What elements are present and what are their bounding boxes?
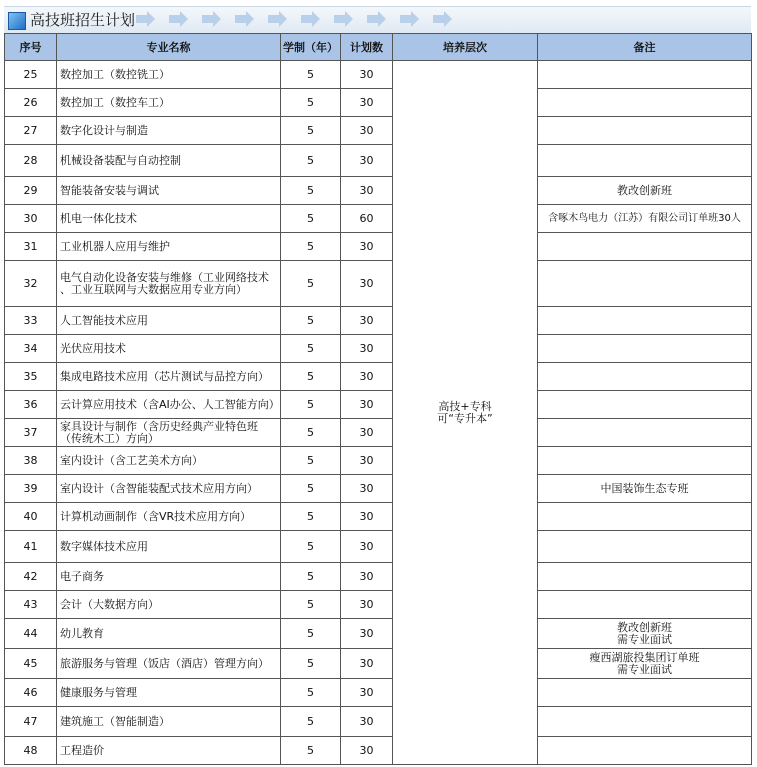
cell-note [538, 363, 752, 391]
cell-note [538, 117, 752, 145]
cell-years: 5 [281, 335, 341, 363]
header-quota: 计划数 [341, 34, 393, 61]
header-note: 备注 [538, 34, 752, 61]
cell-quota: 60 [341, 205, 393, 233]
cell-years: 5 [281, 233, 341, 261]
arrow-right-icon [266, 10, 288, 28]
cell-index: 47 [5, 707, 57, 737]
cell-quota: 30 [341, 117, 393, 145]
table-row [5, 591, 752, 619]
cell-quota: 30 [341, 307, 393, 335]
cell-note [538, 649, 752, 679]
cell-years: 5 [281, 419, 341, 447]
table-row [5, 679, 752, 707]
note-line-2: 需专业面试 [617, 662, 672, 676]
arrow-right-icon [233, 10, 255, 28]
cell-note: 中国装饰生态专班 [538, 475, 752, 503]
cell-note [538, 619, 752, 649]
note-line-1: 教改创新班 [617, 620, 672, 634]
cell-name: 会计（大数据方向） [57, 591, 281, 619]
cell-years: 5 [281, 261, 341, 307]
cell-note [538, 261, 752, 307]
cell-name: 工程造价 [57, 737, 281, 765]
cell-note [538, 591, 752, 619]
table-row [5, 649, 752, 679]
cell-quota: 30 [341, 261, 393, 307]
header-index: 序号 [5, 34, 57, 61]
cell-name: 智能装备安装与调试 [57, 177, 281, 205]
table-row [5, 307, 752, 335]
arrow-right-icon [398, 10, 420, 28]
cell-name: 电子商务 [57, 563, 281, 591]
note-line-1: 瘦西湖旅投集团订单班 [589, 650, 700, 664]
table-row [5, 205, 752, 233]
cell-quota: 30 [341, 619, 393, 649]
cell-note [538, 447, 752, 475]
cell-quota: 30 [341, 531, 393, 563]
cell-note [538, 503, 752, 531]
table-row [5, 145, 752, 177]
cell-years: 5 [281, 679, 341, 707]
cell-note [538, 61, 752, 89]
table-row [5, 737, 752, 765]
table-header-row [5, 34, 752, 61]
cell-quota: 30 [341, 391, 393, 419]
table-row [5, 707, 752, 737]
arrow-right-icon [431, 10, 453, 28]
cell-quota: 30 [341, 89, 393, 117]
cell-index: 28 [5, 145, 57, 177]
cell-index: 32 [5, 261, 57, 307]
cell-index: 31 [5, 233, 57, 261]
cell-years: 5 [281, 391, 341, 419]
cell-note [538, 233, 752, 261]
table-row [5, 447, 752, 475]
cell-name: 旅游服务与管理（饭店（酒店）管理方向） [57, 649, 281, 679]
page-title: 高技班招生计划 [30, 11, 136, 29]
cell-years: 5 [281, 205, 341, 233]
cell-name: 工业机器人应用与维护 [57, 233, 281, 261]
table-row [5, 261, 752, 307]
cell-name [57, 419, 281, 447]
cell-note [538, 679, 752, 707]
cell-note [538, 335, 752, 363]
cell-name: 室内设计（含智能装配式技术应用方向） [57, 475, 281, 503]
cell-name: 集成电路技术应用（芯片测试与品控方向） [57, 363, 281, 391]
cell-quota: 30 [341, 363, 393, 391]
cell-note [538, 737, 752, 765]
cell-quota: 30 [341, 707, 393, 737]
cell-years: 5 [281, 89, 341, 117]
cell-note [538, 391, 752, 419]
cell-years: 5 [281, 447, 341, 475]
cell-quota: 30 [341, 737, 393, 765]
cell-name: 计算机动画制作（含VR技术应用方向） [57, 503, 281, 531]
cell-quota: 30 [341, 503, 393, 531]
cell-quota: 30 [341, 177, 393, 205]
cell-index: 38 [5, 447, 57, 475]
cell-index: 40 [5, 503, 57, 531]
cell-note [538, 307, 752, 335]
cell-years: 5 [281, 61, 341, 89]
cell-years: 5 [281, 591, 341, 619]
cell-years: 5 [281, 707, 341, 737]
cell-index: 37 [5, 419, 57, 447]
level-line-1: 高技+专科 [438, 399, 492, 413]
table-row [5, 177, 752, 205]
header-years: 学制（年） [281, 34, 341, 61]
cell-index: 26 [5, 89, 57, 117]
table-row [5, 503, 752, 531]
table-row [5, 117, 752, 145]
cell-note [538, 145, 752, 177]
table-row [5, 61, 752, 89]
arrow-right-icon [365, 10, 387, 28]
cell-note [538, 89, 752, 117]
name-line-1: 电气自动化设备安装与维修（工业网络技术 [60, 270, 269, 284]
cell-quota: 30 [341, 447, 393, 475]
cell-quota: 30 [341, 475, 393, 503]
cell-name: 云计算应用技术（含AI办公、人工智能方向） [57, 391, 281, 419]
cell-years: 5 [281, 737, 341, 765]
name-line-1: 家具设计与制作（含历史经典产业特色班 [60, 419, 258, 433]
cell-level [393, 61, 538, 765]
cell-name: 数控加工（数控车工） [57, 89, 281, 117]
cell-years: 5 [281, 117, 341, 145]
cell-index: 39 [5, 475, 57, 503]
cell-index: 41 [5, 531, 57, 563]
cell-name: 建筑施工（智能制造） [57, 707, 281, 737]
cell-name: 幼儿教育 [57, 619, 281, 649]
cell-years: 5 [281, 363, 341, 391]
title-square-icon [8, 12, 26, 30]
cell-index: 42 [5, 563, 57, 591]
cell-index: 33 [5, 307, 57, 335]
arrow-right-icon [200, 10, 222, 28]
cell-index: 48 [5, 737, 57, 765]
cell-note [538, 563, 752, 591]
note-line-2: 需专业面试 [617, 632, 672, 646]
cell-years: 5 [281, 531, 341, 563]
table-row [5, 391, 752, 419]
cell-quota: 30 [341, 649, 393, 679]
cell-name: 室内设计（含工艺美术方向） [57, 447, 281, 475]
enrollment-plan-table [4, 33, 752, 765]
cell-note: 教改创新班 [538, 177, 752, 205]
cell-name: 数字媒体技术应用 [57, 531, 281, 563]
cell-name: 数字化设计与制造 [57, 117, 281, 145]
header-name: 专业名称 [57, 34, 281, 61]
cell-note [538, 531, 752, 563]
cell-quota: 30 [341, 679, 393, 707]
table-row [5, 89, 752, 117]
table-row [5, 619, 752, 649]
cell-years: 5 [281, 649, 341, 679]
cell-years: 5 [281, 619, 341, 649]
cell-quota: 30 [341, 563, 393, 591]
arrow-right-icon [167, 10, 189, 28]
cell-years: 5 [281, 503, 341, 531]
cell-name: 人工智能技术应用 [57, 307, 281, 335]
cell-note: 含啄木鸟电力（江苏）有限公司订单班30人 [538, 205, 752, 233]
cell-name [57, 261, 281, 307]
name-line-2: 、工业互联网与大数据应用专业方向） [60, 282, 247, 296]
table-row [5, 363, 752, 391]
cell-years: 5 [281, 177, 341, 205]
cell-years: 5 [281, 563, 341, 591]
cell-quota: 30 [341, 419, 393, 447]
table-row [5, 475, 752, 503]
cell-index: 35 [5, 363, 57, 391]
cell-index: 44 [5, 619, 57, 649]
table-row [5, 419, 752, 447]
table-row [5, 335, 752, 363]
cell-note [538, 419, 752, 447]
table-row [5, 563, 752, 591]
cell-note [538, 707, 752, 737]
cell-name: 机械设备装配与自动控制 [57, 145, 281, 177]
cell-index: 29 [5, 177, 57, 205]
cell-index: 43 [5, 591, 57, 619]
cell-years: 5 [281, 475, 341, 503]
cell-name: 机电一体化技术 [57, 205, 281, 233]
cell-years: 5 [281, 145, 341, 177]
cell-index: 46 [5, 679, 57, 707]
header-level: 培养层次 [393, 34, 538, 61]
cell-name: 数控加工（数控铣工） [57, 61, 281, 89]
cell-quota: 30 [341, 591, 393, 619]
cell-years: 5 [281, 307, 341, 335]
cell-quota: 30 [341, 335, 393, 363]
level-line-2: 可“专升本” [437, 411, 493, 425]
cell-index: 25 [5, 61, 57, 89]
cell-index: 34 [5, 335, 57, 363]
decorative-arrows [134, 10, 464, 30]
table-row [5, 233, 752, 261]
arrow-right-icon [134, 10, 156, 28]
cell-name: 健康服务与管理 [57, 679, 281, 707]
cell-quota: 30 [341, 61, 393, 89]
cell-index: 45 [5, 649, 57, 679]
cell-quota: 30 [341, 145, 393, 177]
cell-index: 36 [5, 391, 57, 419]
name-line-2: （传统木工）方向） [60, 431, 159, 445]
cell-index: 27 [5, 117, 57, 145]
cell-index: 30 [5, 205, 57, 233]
cell-quota: 30 [341, 233, 393, 261]
arrow-right-icon [332, 10, 354, 28]
table-row [5, 531, 752, 563]
cell-name: 光伏应用技术 [57, 335, 281, 363]
arrow-right-icon [299, 10, 321, 28]
title-bar [4, 6, 751, 34]
